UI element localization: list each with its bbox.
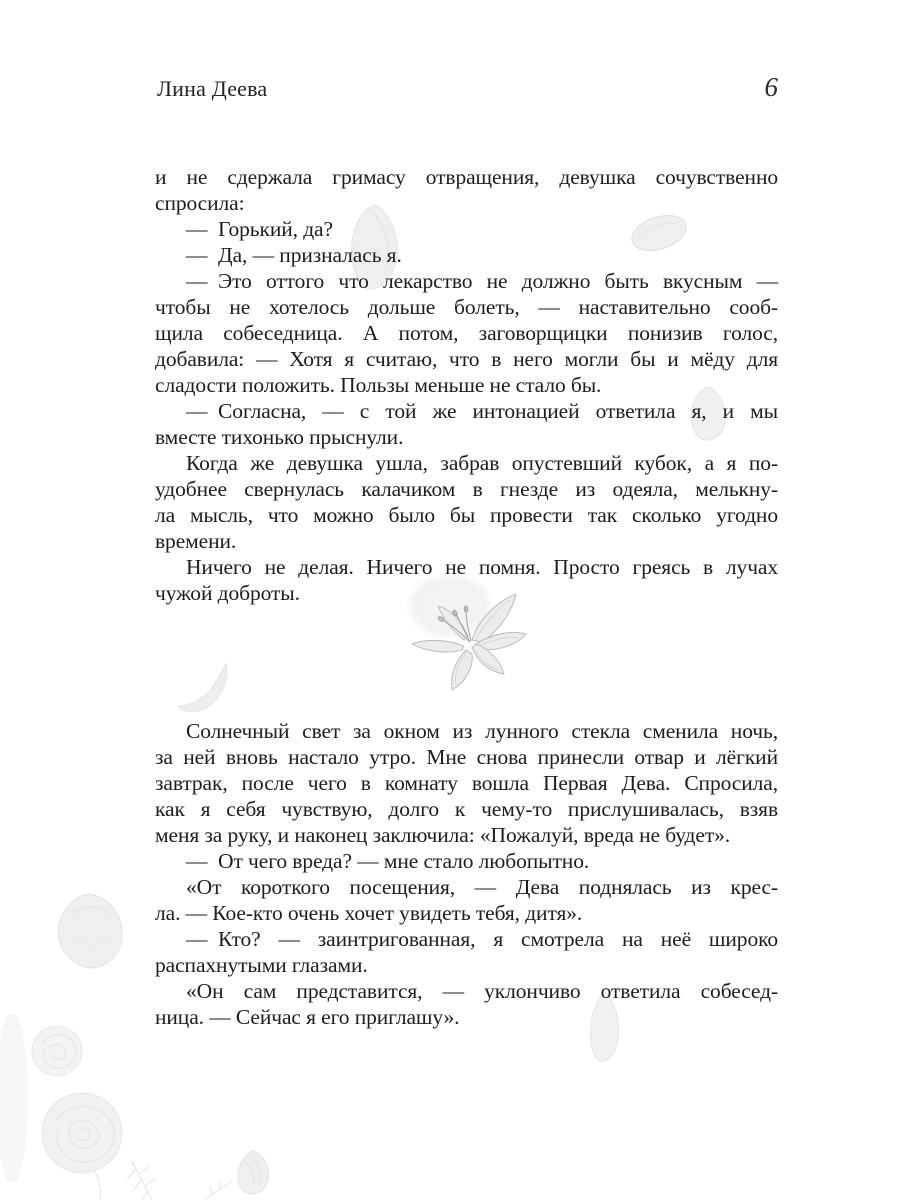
paragraph	[155, 164, 778, 216]
text-line: «От короткого посещения, — Дева поднялась из крес-	[186, 875, 778, 899]
text-line: за ней вновь настало утро. Мне снова принесли отвар и лёгкий	[155, 745, 778, 769]
text-line: ница. — Сейчас я его приглашу».	[155, 1005, 460, 1029]
petal-decoration-icon	[52, 890, 128, 972]
paragraph	[155, 216, 778, 242]
text-section-1	[155, 164, 778, 606]
text-line: — Кто? — заинтригованная, я смотрела на неё широко	[186, 927, 778, 951]
running-header	[157, 72, 778, 103]
text-line: — Это оттого что лекарство не должно быть вкусным —	[186, 269, 778, 293]
text-line: Ничего не делая. Ничего не помня. Просто греясь в лучах	[186, 555, 778, 579]
text-line: времени.	[155, 529, 237, 553]
text-line: вместе тихонько прыснули.	[155, 425, 404, 449]
text-line: спросила:	[155, 191, 245, 215]
text-line: удобнее свернулась калачиком в гнезде из одеяла, мелькну-	[155, 477, 778, 501]
paragraph	[155, 554, 778, 606]
paragraph	[155, 268, 778, 398]
text-line: как я себя чувствую, долго к чему-то прислушивалась, взяв	[155, 797, 778, 821]
text-line: Солнечный свет за окном из лунного стекла сменила ночь,	[186, 719, 778, 743]
text-line: — Согласна, — с той же интонацией ответила я, и мы	[186, 399, 778, 423]
paragraph	[155, 926, 778, 978]
text-line: чужой доброты.	[155, 581, 300, 605]
paragraph	[155, 242, 778, 268]
paragraph	[155, 718, 778, 848]
text-line: — Горький, да?	[186, 217, 333, 241]
body-text	[155, 164, 778, 1030]
section-divider	[155, 606, 778, 718]
text-line: ла. — Кое-кто очень хочет увидеть тебя, дитя».	[155, 901, 583, 925]
text-line: — От чего вреда? — мне стало любопытно.	[186, 849, 590, 873]
text-line: распахнутыми глазами.	[155, 953, 368, 977]
text-line: добавила: — Хотя я считаю, что в него могли бы и мёду для	[155, 347, 778, 371]
text-line: «Он сам представится, — уклончиво ответила собесед-	[186, 979, 778, 1003]
paragraph	[155, 978, 778, 1030]
text-line: Когда же девушка ушла, забрав опустевший кубок, а я по-	[186, 451, 778, 475]
paragraph	[155, 848, 778, 874]
paragraph	[155, 398, 778, 450]
author-name: Лина Деева	[157, 76, 268, 101]
paragraph	[155, 450, 778, 554]
text-line: завтрак, после чего в комнату вошла Первая Дева. Спросила,	[155, 771, 778, 795]
text-section-2	[155, 718, 778, 1030]
text-line: чтобы не хотелось дольше болеть, — наставительно сооб-	[155, 295, 778, 319]
paragraph	[155, 874, 778, 926]
page-number: 6	[764, 72, 778, 102]
rose-corner-decoration	[0, 1003, 300, 1200]
text-line: и не сдержала гримасу отвращения, девушка сочувственно	[155, 165, 778, 189]
text-line: щила собеседница. А потом, заговорщицки понизив голос,	[155, 321, 778, 345]
text-line: — Да, — призналась я.	[186, 243, 402, 267]
text-line: ла мысль, что можно было бы провести так сколько угодно	[155, 503, 778, 527]
text-line: меня за руку, и наконец заключила: «Пожалуй, вреда не будет».	[155, 823, 731, 847]
text-line: сладости положить. Пользы меньше не стало бы.	[155, 373, 602, 397]
